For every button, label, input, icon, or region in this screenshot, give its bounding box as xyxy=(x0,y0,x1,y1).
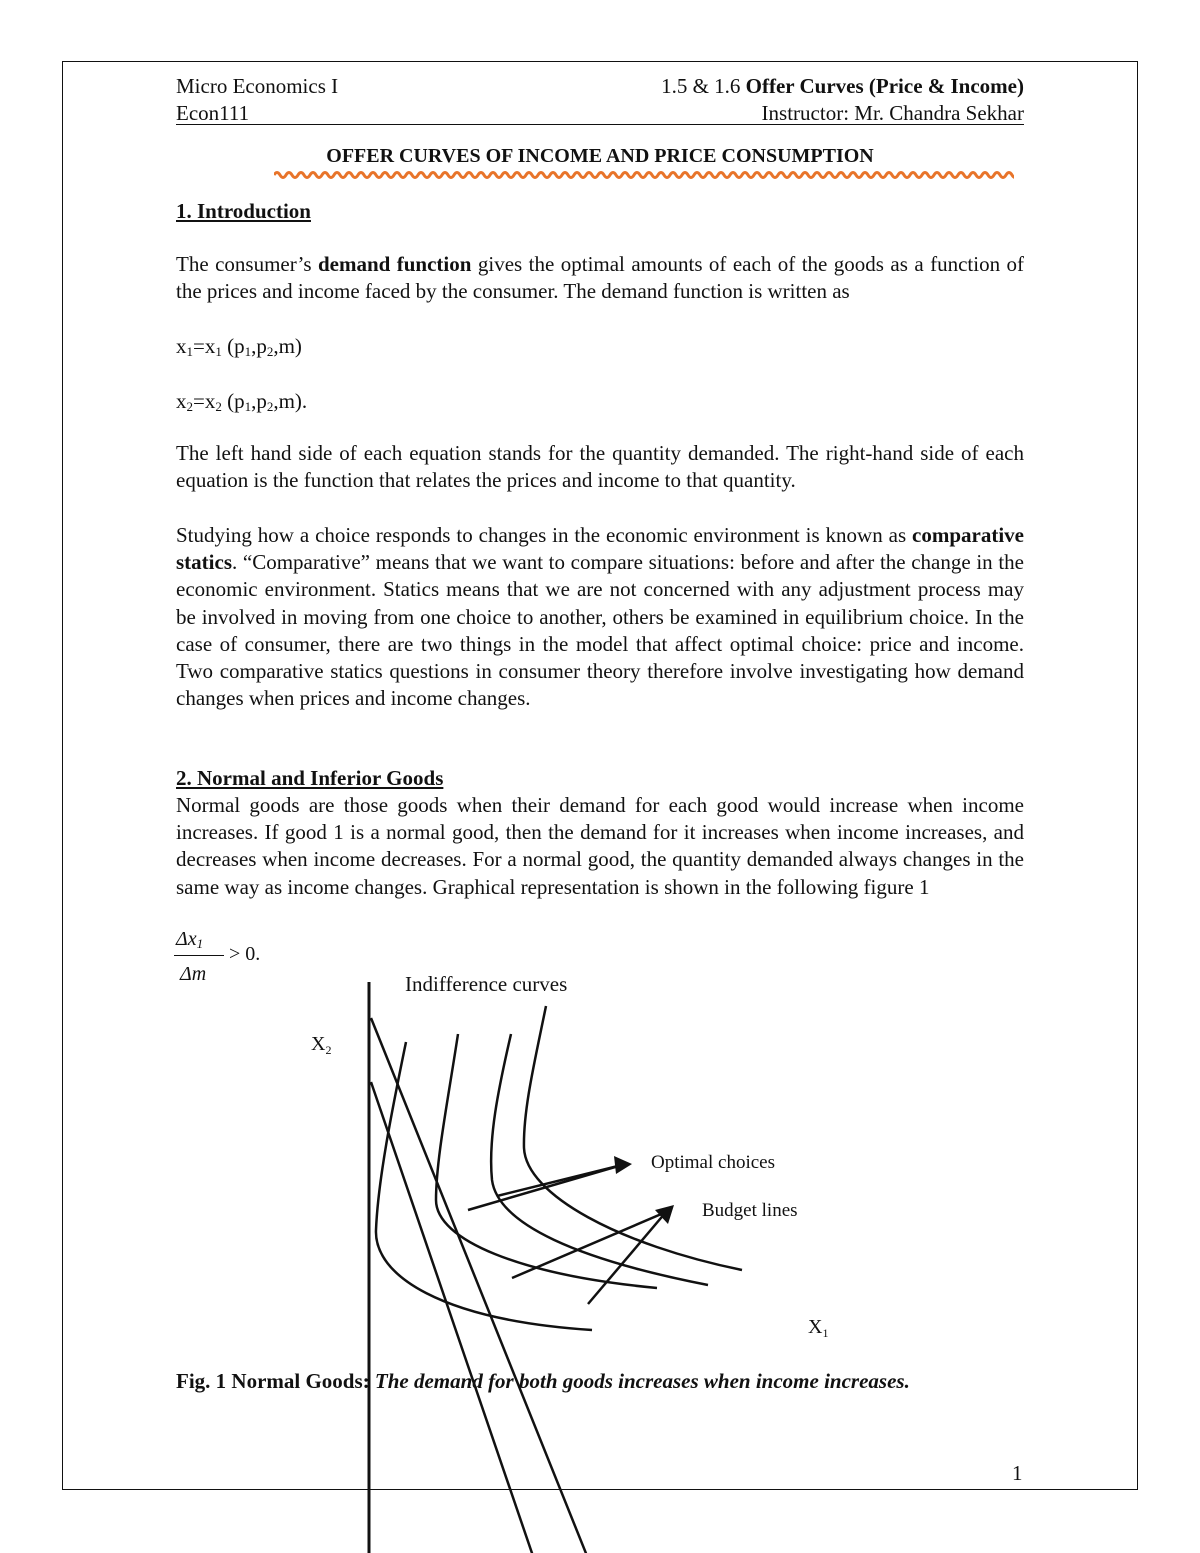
section1-heading: 1. Introduction xyxy=(176,199,311,223)
topic-number: 1.5 & 1.6 xyxy=(661,74,741,98)
budget-line-1 xyxy=(371,1082,561,1553)
p3-text-start: Studying how a choice responds to changes in the economic environment is known as xyxy=(176,523,913,547)
p1-text-start: The consumer’s xyxy=(176,252,318,276)
label-indifference-curves: Indifference curves xyxy=(405,972,568,996)
term-comparative-statics: comparative statics xyxy=(176,523,1024,575)
page-number: 1 xyxy=(1012,1461,1023,1485)
formula-rhs: > 0. xyxy=(229,943,261,965)
indifference-curve-1 xyxy=(376,1042,592,1330)
caption-text: The demand for both goods increases when income increases. xyxy=(374,1369,910,1393)
label-x2: $X_2$ xyxy=(311,1033,332,1057)
indifference-curve-4 xyxy=(524,1006,742,1270)
document-title: OFFER CURVES OF INCOME AND PRICE CONSUMPTION xyxy=(326,145,874,167)
instructor: Instructor: Mr. Chandra Sekhar xyxy=(761,101,1024,125)
formula-numerator: $\Delta x_1$ xyxy=(176,928,204,951)
course-code: Econ111 xyxy=(176,101,250,125)
equation-x2: $x_2=x_2$ $(p_1,p_2,m)$. xyxy=(176,389,308,414)
term-demand-function: demand function xyxy=(317,252,472,276)
section1-paragraph2: The left hand side of each equation stands for the quantity demanded. The right-hand side of each equation is the function that relates the prices and income to that quantity. xyxy=(176,441,1024,493)
arrowhead-optimal xyxy=(614,1156,632,1174)
label-optimal-choices: Optimal choices xyxy=(651,1152,775,1173)
caption-label: Fig. 1 Normal Goods: xyxy=(176,1369,375,1393)
label-x1: $X_1$ xyxy=(808,1316,829,1340)
section2-paragraph1: Normal goods are those goods when their demand for each good would increase when income increases. If good 1 is a normal good, then the demand for it increases when income increases, and decreases when income decreases. For a normal good, the quantity demanded always changes in the same way as income changes. Graphical representation is shown in the following figure 1 xyxy=(176,793,1024,899)
arrow-budget-1 xyxy=(512,1212,666,1278)
p3-text-end: . “Comparative” means that we want to compare situations: before and after the change in the economic environment. Statics means that we are not concerned with any adjustment process may be involved in moving from one choice to another, others be examined in equilibrium choice. In the case of consumer, there are two things in the model that affect optimal choice: price and income. Two comparative statics questions in consumer theory therefore involve investigating how demand changes when prices and income changes. xyxy=(176,550,1024,711)
topic-title: Offer Curves (Price & Income) xyxy=(745,74,1024,98)
figure-caption xyxy=(176,1368,910,1394)
p1-text-end: gives the optimal amounts of each of the goods as a function of the prices and income faced by the consumer. The demand function is written as xyxy=(176,252,1025,304)
arrow-optimal-2 xyxy=(497,1165,622,1196)
equation-x1: $x_1=x_1$ $(p_1,p_2,m)$ xyxy=(176,334,302,359)
course-name: Micro Economics I xyxy=(176,74,339,98)
budget-line-2 xyxy=(371,1018,620,1553)
section2-heading: 2. Normal and Inferior Goods xyxy=(176,766,444,790)
formula-denominator: Δm xyxy=(180,963,207,985)
label-budget-lines: Budget lines xyxy=(702,1200,798,1221)
